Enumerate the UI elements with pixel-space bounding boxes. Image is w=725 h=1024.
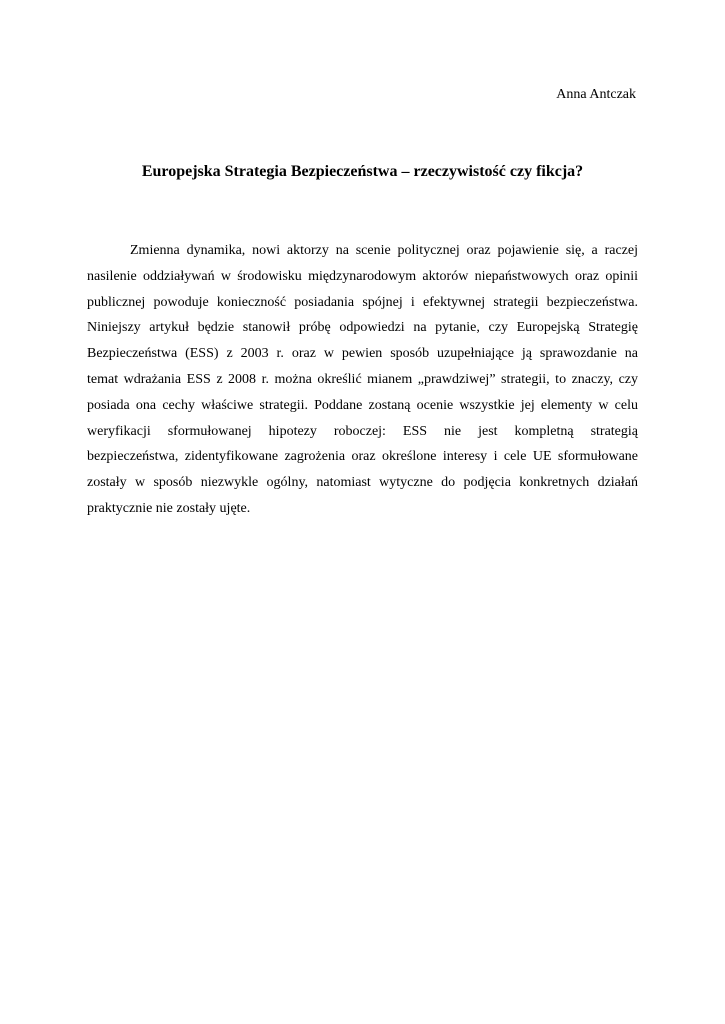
document-title: Europejska Strategia Bezpieczeństwa – rzeczywistość czy fikcja?	[141, 163, 584, 180]
abstract-line: bezpieczeństwa, zidentyfikowane zagrożenia oraz określone interesy i cele UE sformułowane	[87, 449, 638, 465]
abstract-line: temat wdrażania ESS z 2008 r. można określić mianem „prawdziwej” strategii, to znaczy, czy	[87, 371, 638, 387]
abstract-line: Niniejszy artykuł będzie stanowił próbę odpowiedzi na pytanie, czy Europejską Strategię	[87, 320, 638, 336]
author-name: Anna Antczak	[556, 87, 636, 102]
abstract-line: praktycznie nie zostały ujęte.	[87, 500, 251, 516]
abstract-line: publicznej powoduje konieczność posiadania spójnej i efektywnej strategii bezpieczeństwa.	[87, 294, 638, 310]
abstract-line: Bezpieczeństwa (ESS) z 2003 r. oraz w pewien sposób uzupełniające ją sprawozdanie na	[87, 346, 638, 362]
abstract-line: posiada ona cechy właściwe strategii. Poddane zostaną ocenie wszystkie jej elementy w celu	[87, 397, 638, 413]
abstract-line: weryfikacji sformułowanej hipotezy roboczej: ESS nie jest kompletną strategią	[87, 423, 638, 439]
abstract-line: nasilenie oddziaływań w środowisku międzynarodowym aktorów niepaństwowych oraz opinii	[87, 268, 638, 284]
abstract-line: Zmienna dynamika, nowi aktorzy na scenie politycznej oraz pojawienie się, a raczej	[130, 243, 638, 258]
abstract-line: zostały w sposób niezwykle ogólny, natomiast wytyczne do podjęcia konkretnych działań	[87, 475, 638, 491]
abstract-paragraph	[87, 238, 638, 522]
